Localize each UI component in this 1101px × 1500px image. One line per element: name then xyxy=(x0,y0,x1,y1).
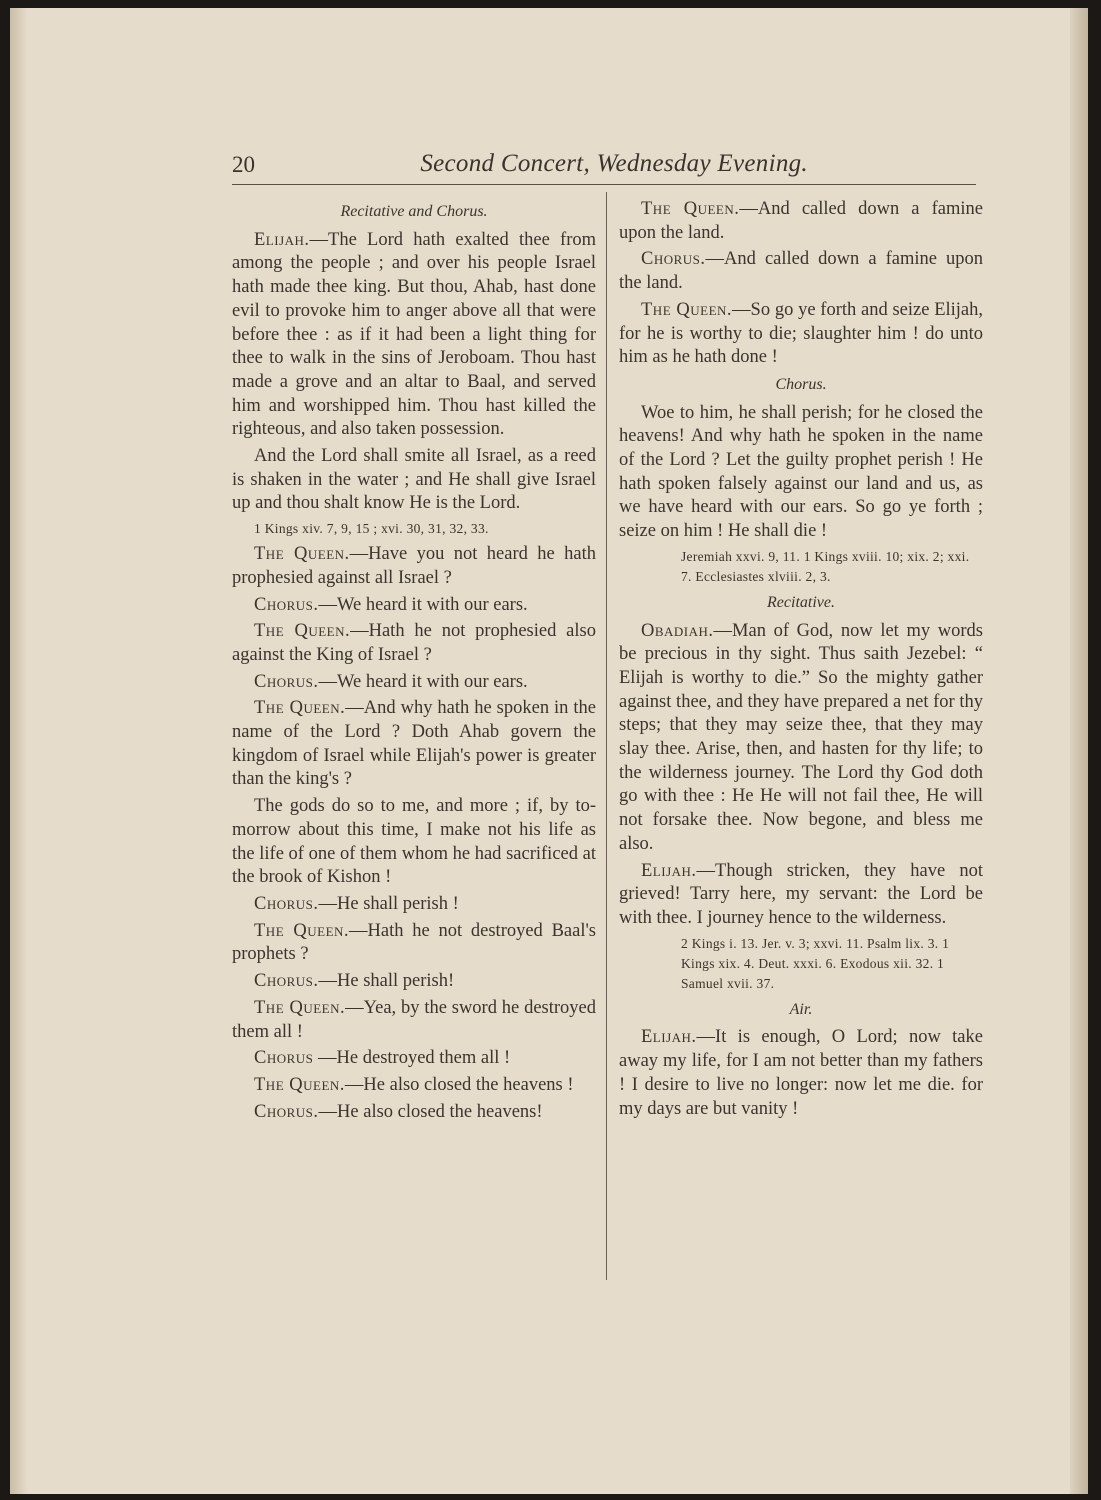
speaker-name: The Queen. xyxy=(641,299,733,320)
speech-paragraph xyxy=(232,997,596,1044)
left-column xyxy=(232,198,596,1127)
section-heading: Recitative. xyxy=(767,593,835,611)
speech-paragraph xyxy=(619,1026,983,1121)
speech-text: —We heard it with our ears. xyxy=(318,671,528,692)
speaker-name: Chorus. xyxy=(254,594,319,615)
speaker-name: Elijah. xyxy=(254,229,310,250)
header-rule xyxy=(232,184,976,185)
speaker-name: Chorus. xyxy=(254,1101,319,1122)
speaker-name: The Queen. xyxy=(254,997,346,1018)
speaker-name: The Queen. xyxy=(254,920,350,941)
speech-text: —And why hath he spoken in the name of the Lord ? Doth Ahab govern the kingdom of Israel while Elijah's power is greater than the king's ? xyxy=(232,698,596,790)
speech-paragraph xyxy=(619,860,983,931)
speaker-name: Elijah. xyxy=(641,1027,697,1048)
speaker-name: Chorus. xyxy=(254,893,319,914)
page-number: 20 xyxy=(232,152,255,177)
section-heading: Recitative and Chorus. xyxy=(340,203,488,220)
running-title: Second Concert, Wednesday Evening. xyxy=(420,150,808,177)
speech-paragraph xyxy=(619,620,983,857)
speech-paragraph xyxy=(232,1101,596,1125)
speech-paragraph xyxy=(619,198,983,245)
speech-text: —Have you not heard he hath prophesied against all Israel ? xyxy=(232,544,596,588)
speaker-name: The Queen. xyxy=(254,621,351,642)
speech-text: —He shall perish! xyxy=(318,971,455,992)
text-paragraph: Woe to him, he shall perish; for he closed the heavens! And why hath he spoken in the name of the Lord ? Let the guilty prophet perish ! He hath spoken falsely against our land and us, as we have heard with our ears. So go ye forth ; seize on him ! He shall die ! xyxy=(619,402,983,542)
speech-text: —He also closed the heavens! xyxy=(318,1101,543,1122)
speaker-name: Chorus. xyxy=(254,971,319,992)
speaker-name: The Queen. xyxy=(254,698,346,719)
column-divider xyxy=(606,192,607,1280)
speech-text: —The Lord hath exalted thee from among the people ; and over his people Israel hath made thee king. But thou, Ahab, hast done evil to provoke him to anger above all that were before thee : as if it had been a light thing for thee to walk in the sins of Jeroboam. Thou hast made a grove and an altar to Baal, and served him and worshipped him. Thou hast killed the righteous, and also taken possession. xyxy=(232,229,596,440)
speech-paragraph xyxy=(619,248,983,295)
speech-text: —Hath he not prophesied also against the King of Israel ? xyxy=(232,621,596,665)
speech-text: —Man of God, now let my words be precious in thy sight. Thus saith Jezebel: “ Elijah is worthy to die.” So the mighty gather against thee, and they have prepared a net for thy steps; that they may seize thee, that they may slay thee. Arise, then, and hasten for thy life; to the wilderness journey. The Lord thy God doth go with thee : He He will not fail thee, He will not forsake thee. Now begone, and bless me also. xyxy=(619,620,983,854)
page-edge xyxy=(1070,8,1088,1494)
speech-text: —Hath he not destroyed Baal's prophets ? xyxy=(232,920,597,965)
speech-text: —And called down a famine upon the land. xyxy=(619,249,983,294)
speaker-name: Chorus. xyxy=(254,671,319,692)
speaker-name: The Queen. xyxy=(641,199,740,219)
text-paragraph: And the Lord shall smite all Israel, as a reed is shaken in the water ; and He shall give Israel up and thou shalt know He is the Lord. xyxy=(232,446,596,514)
speech-text: —And called down a famine upon the land. xyxy=(619,199,983,243)
scripture-reference: 2 Kings i. 13. Jer. v. 3; xxvi. 11. Psalm lix. 3. 1 Kings xix. 4. Deut. xxxi. 6. Exodous xii. 32. 1 Samuel xvii. 37. xyxy=(681,935,950,991)
speech-text: —It is enough, O Lord; now take away my life, for I am not better than my fathers ! I desire to live no longer: now let me die. for my days are but vanity ! xyxy=(619,1027,983,1119)
speech-text: —He destroyed them all ! xyxy=(313,1048,511,1069)
speech-text: —Though stricken, they have not grieved! Tarry here, my servant: the Lord be with thee. I journey hence to the wilderness. xyxy=(619,860,983,928)
speech-text: —He shall perish ! xyxy=(318,893,459,914)
speech-paragraph xyxy=(232,1074,596,1098)
page-header xyxy=(232,152,976,188)
speech-text: —We heard it with our ears. xyxy=(318,594,528,615)
speaker-name: Chorus xyxy=(254,1048,314,1069)
speech-paragraph xyxy=(232,620,596,667)
speech-paragraph xyxy=(232,594,596,618)
speech-paragraph xyxy=(232,1047,596,1071)
speaker-name: Obadiah. xyxy=(641,620,714,641)
speech-text: —So go ye forth and seize Elijah, for he is worthy to die; slaughter him ! do unto him as he hath done ! xyxy=(619,299,983,368)
section-heading: Air. xyxy=(789,1000,813,1018)
speech-text: —He also closed the heavens ! xyxy=(344,1074,574,1095)
speech-paragraph xyxy=(232,697,596,792)
speech-paragraph xyxy=(232,671,596,695)
scripture-reference: 1 Kings xiv. 7, 9, 15 ; xvi. 30, 31, 32, 33. xyxy=(254,521,489,537)
speech-paragraph xyxy=(232,893,596,917)
speaker-name: The Queen. xyxy=(254,544,350,565)
speaker-name: Elijah. xyxy=(641,860,697,881)
speech-paragraph xyxy=(232,229,596,442)
speech-text: —Yea, by the sword he destroyed them all ! xyxy=(232,997,596,1042)
section-heading: Chorus. xyxy=(775,375,827,393)
right-column xyxy=(619,198,983,1124)
speech-paragraph xyxy=(232,920,596,967)
speaker-name: Chorus. xyxy=(641,249,706,270)
page-gutter-shadow xyxy=(10,8,28,1494)
speaker-name: The Queen. xyxy=(254,1074,345,1095)
speech-paragraph xyxy=(232,543,596,590)
speech-paragraph xyxy=(232,970,596,994)
scripture-reference: Jeremiah xxvi. 9, 11. 1 Kings xviii. 10; xix. 2; xxi. 7. Ecclesiastes xlviii. 2, 3. xyxy=(681,548,970,584)
speech-paragraph xyxy=(619,299,983,370)
text-paragraph: The gods do so to me, and more ; if, by to-morrow about this time, I make not his life as the life of one of them whom he had sacrificed at the brook of Kishon ! xyxy=(232,796,596,888)
